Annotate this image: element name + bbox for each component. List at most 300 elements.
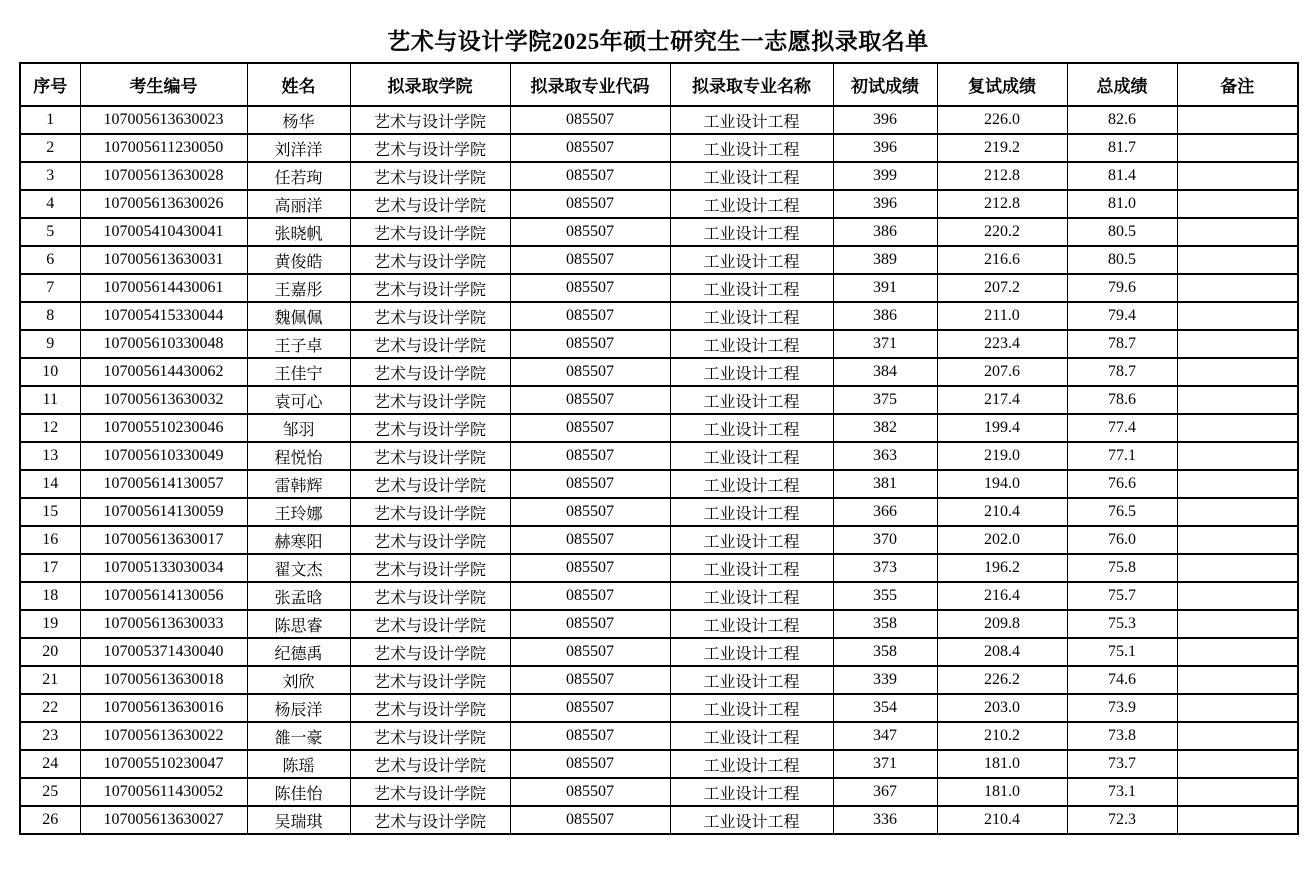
cell-major-name: 工业设计工程 — [670, 694, 833, 722]
table-row — [20, 470, 1298, 498]
cell-major-code: 085507 — [510, 638, 670, 666]
cell-college: 艺术与设计学院 — [350, 246, 510, 274]
cell-college: 艺术与设计学院 — [350, 106, 510, 134]
cell-candidate-id: 107005613630032 — [80, 386, 247, 414]
cell-total-score: 77.4 — [1067, 414, 1177, 442]
table-row — [20, 246, 1298, 274]
cell-major-name: 工业设计工程 — [670, 582, 833, 610]
header-college: 拟录取学院 — [350, 63, 510, 106]
table-row — [20, 106, 1298, 134]
cell-remark — [1177, 274, 1298, 302]
cell-remark — [1177, 694, 1298, 722]
cell-retest-score: 181.0 — [937, 750, 1067, 778]
cell-college: 艺术与设计学院 — [350, 582, 510, 610]
cell-total-score: 78.6 — [1067, 386, 1177, 414]
cell-remark — [1177, 470, 1298, 498]
cell-remark — [1177, 190, 1298, 218]
cell-index: 18 — [20, 582, 80, 610]
cell-major-name: 工业设计工程 — [670, 106, 833, 134]
table-row — [20, 722, 1298, 750]
cell-initial-score: 358 — [833, 610, 937, 638]
cell-major-name: 工业设计工程 — [670, 386, 833, 414]
cell-initial-score: 391 — [833, 274, 937, 302]
cell-name: 刘欣 — [247, 666, 350, 694]
cell-name: 邹羽 — [247, 414, 350, 442]
cell-name: 王子卓 — [247, 330, 350, 358]
cell-college: 艺术与设计学院 — [350, 722, 510, 750]
table-row — [20, 498, 1298, 526]
cell-index: 26 — [20, 806, 80, 834]
cell-college: 艺术与设计学院 — [350, 498, 510, 526]
cell-total-score: 76.5 — [1067, 498, 1177, 526]
table-row — [20, 190, 1298, 218]
cell-college: 艺术与设计学院 — [350, 666, 510, 694]
cell-retest-score: 219.2 — [937, 134, 1067, 162]
cell-total-score: 73.9 — [1067, 694, 1177, 722]
cell-major-code: 085507 — [510, 498, 670, 526]
cell-college: 艺术与设计学院 — [350, 414, 510, 442]
cell-remark — [1177, 386, 1298, 414]
cell-major-code: 085507 — [510, 582, 670, 610]
cell-major-code: 085507 — [510, 274, 670, 302]
cell-retest-score: 207.2 — [937, 274, 1067, 302]
cell-major-name: 工业设计工程 — [670, 554, 833, 582]
cell-college: 艺术与设计学院 — [350, 526, 510, 554]
cell-college: 艺术与设计学院 — [350, 302, 510, 330]
cell-college: 艺术与设计学院 — [350, 778, 510, 806]
cell-remark — [1177, 610, 1298, 638]
cell-total-score: 81.4 — [1067, 162, 1177, 190]
header-major-name: 拟录取专业名称 — [670, 63, 833, 106]
cell-college: 艺术与设计学院 — [350, 470, 510, 498]
cell-retest-score: 203.0 — [937, 694, 1067, 722]
cell-total-score: 78.7 — [1067, 358, 1177, 386]
cell-major-name: 工业设计工程 — [670, 274, 833, 302]
cell-initial-score: 354 — [833, 694, 937, 722]
cell-total-score: 73.7 — [1067, 750, 1177, 778]
cell-total-score: 80.5 — [1067, 218, 1177, 246]
cell-retest-score: 194.0 — [937, 470, 1067, 498]
cell-name: 纪德禹 — [247, 638, 350, 666]
cell-major-code: 085507 — [510, 162, 670, 190]
cell-retest-score: 199.4 — [937, 414, 1067, 442]
cell-index: 24 — [20, 750, 80, 778]
cell-college: 艺术与设计学院 — [350, 750, 510, 778]
cell-candidate-id: 107005610330048 — [80, 330, 247, 358]
cell-initial-score: 355 — [833, 582, 937, 610]
cell-initial-score: 358 — [833, 638, 937, 666]
cell-index: 10 — [20, 358, 80, 386]
cell-name: 张晓帆 — [247, 218, 350, 246]
cell-total-score: 80.5 — [1067, 246, 1177, 274]
cell-retest-score: 226.2 — [937, 666, 1067, 694]
cell-candidate-id: 107005133030034 — [80, 554, 247, 582]
cell-retest-score: 223.4 — [937, 330, 1067, 358]
cell-college: 艺术与设计学院 — [350, 806, 510, 834]
cell-major-name: 工业设计工程 — [670, 806, 833, 834]
cell-initial-score: 384 — [833, 358, 937, 386]
cell-candidate-id: 107005613630018 — [80, 666, 247, 694]
table-row — [20, 666, 1298, 694]
cell-major-name: 工业设计工程 — [670, 246, 833, 274]
cell-major-code: 085507 — [510, 722, 670, 750]
table-row — [20, 442, 1298, 470]
cell-college: 艺术与设计学院 — [350, 330, 510, 358]
cell-major-code: 085507 — [510, 750, 670, 778]
cell-candidate-id: 107005610330049 — [80, 442, 247, 470]
cell-name: 赫寒阳 — [247, 526, 350, 554]
cell-candidate-id: 107005614430061 — [80, 274, 247, 302]
cell-name: 陈思睿 — [247, 610, 350, 638]
cell-major-code: 085507 — [510, 610, 670, 638]
cell-initial-score: 339 — [833, 666, 937, 694]
table-row — [20, 302, 1298, 330]
cell-initial-score: 375 — [833, 386, 937, 414]
table-row — [20, 218, 1298, 246]
cell-candidate-id: 107005611430052 — [80, 778, 247, 806]
cell-total-score: 75.3 — [1067, 610, 1177, 638]
cell-name: 杨辰洋 — [247, 694, 350, 722]
cell-major-code: 085507 — [510, 218, 670, 246]
cell-candidate-id: 107005614130059 — [80, 498, 247, 526]
cell-major-code: 085507 — [510, 414, 670, 442]
cell-retest-score: 217.4 — [937, 386, 1067, 414]
header-initial-score: 初试成绩 — [833, 63, 937, 106]
cell-college: 艺术与设计学院 — [350, 386, 510, 414]
cell-candidate-id: 107005613630017 — [80, 526, 247, 554]
table-row — [20, 638, 1298, 666]
cell-major-name: 工业设计工程 — [670, 190, 833, 218]
cell-initial-score: 389 — [833, 246, 937, 274]
cell-remark — [1177, 778, 1298, 806]
table-row — [20, 694, 1298, 722]
cell-name: 翟文杰 — [247, 554, 350, 582]
cell-name: 王佳宁 — [247, 358, 350, 386]
cell-total-score: 81.0 — [1067, 190, 1177, 218]
cell-college: 艺术与设计学院 — [350, 358, 510, 386]
cell-initial-score: 386 — [833, 302, 937, 330]
cell-candidate-id: 107005613630033 — [80, 610, 247, 638]
cell-major-code: 085507 — [510, 302, 670, 330]
cell-major-name: 工业设计工程 — [670, 750, 833, 778]
cell-name: 雒一豪 — [247, 722, 350, 750]
cell-name: 吴瑞琪 — [247, 806, 350, 834]
cell-major-name: 工业设计工程 — [670, 302, 833, 330]
cell-initial-score: 363 — [833, 442, 937, 470]
cell-total-score: 75.7 — [1067, 582, 1177, 610]
cell-total-score: 79.6 — [1067, 274, 1177, 302]
page-title: 艺术与设计学院2025年硕士研究生一志愿拟录取名单 — [387, 29, 929, 54]
cell-name: 王嘉彤 — [247, 274, 350, 302]
header-total-score: 总成绩 — [1067, 63, 1177, 106]
cell-total-score: 82.6 — [1067, 106, 1177, 134]
cell-candidate-id: 107005415330044 — [80, 302, 247, 330]
cell-major-code: 085507 — [510, 330, 670, 358]
cell-major-code: 085507 — [510, 190, 670, 218]
cell-index: 11 — [20, 386, 80, 414]
cell-initial-score: 366 — [833, 498, 937, 526]
cell-name: 程悦怡 — [247, 442, 350, 470]
cell-college: 艺术与设计学院 — [350, 134, 510, 162]
cell-major-name: 工业设计工程 — [670, 358, 833, 386]
cell-name: 黄俊皓 — [247, 246, 350, 274]
table-row — [20, 526, 1298, 554]
cell-major-name: 工业设计工程 — [670, 414, 833, 442]
cell-name: 袁可心 — [247, 386, 350, 414]
cell-major-name: 工业设计工程 — [670, 666, 833, 694]
cell-major-code: 085507 — [510, 246, 670, 274]
cell-remark — [1177, 526, 1298, 554]
cell-major-code: 085507 — [510, 666, 670, 694]
cell-index: 9 — [20, 330, 80, 358]
cell-initial-score: 382 — [833, 414, 937, 442]
cell-retest-score: 216.6 — [937, 246, 1067, 274]
cell-candidate-id: 107005510230046 — [80, 414, 247, 442]
cell-candidate-id: 107005613630031 — [80, 246, 247, 274]
cell-name: 杨华 — [247, 106, 350, 134]
header-major-code: 拟录取专业代码 — [510, 63, 670, 106]
cell-major-name: 工业设计工程 — [670, 722, 833, 750]
cell-remark — [1177, 806, 1298, 834]
cell-retest-score: 220.2 — [937, 218, 1067, 246]
cell-college: 艺术与设计学院 — [350, 190, 510, 218]
table-body — [20, 106, 1298, 834]
table-row — [20, 358, 1298, 386]
cell-initial-score: 347 — [833, 722, 937, 750]
table-row — [20, 610, 1298, 638]
cell-candidate-id: 107005410430041 — [80, 218, 247, 246]
cell-index: 1 — [20, 106, 80, 134]
table-row — [20, 582, 1298, 610]
cell-remark — [1177, 414, 1298, 442]
cell-candidate-id: 107005510230047 — [80, 750, 247, 778]
cell-major-name: 工业设计工程 — [670, 498, 833, 526]
table-row — [20, 806, 1298, 834]
cell-total-score: 81.7 — [1067, 134, 1177, 162]
cell-remark — [1177, 750, 1298, 778]
header-index: 序号 — [20, 63, 80, 106]
cell-major-name: 工业设计工程 — [670, 610, 833, 638]
cell-major-name: 工业设计工程 — [670, 526, 833, 554]
cell-college: 艺术与设计学院 — [350, 554, 510, 582]
cell-retest-score: 202.0 — [937, 526, 1067, 554]
header-name: 姓名 — [247, 63, 350, 106]
cell-retest-score: 216.4 — [937, 582, 1067, 610]
header-candidate-id: 考生编号 — [80, 63, 247, 106]
cell-initial-score: 381 — [833, 470, 937, 498]
cell-college: 艺术与设计学院 — [350, 442, 510, 470]
cell-name: 王玲娜 — [247, 498, 350, 526]
header-remark: 备注 — [1177, 63, 1298, 106]
cell-retest-score: 211.0 — [937, 302, 1067, 330]
cell-initial-score: 386 — [833, 218, 937, 246]
cell-retest-score: 210.4 — [937, 806, 1067, 834]
cell-major-code: 085507 — [510, 106, 670, 134]
cell-index: 22 — [20, 694, 80, 722]
cell-retest-score: 207.6 — [937, 358, 1067, 386]
cell-name: 张孟晗 — [247, 582, 350, 610]
cell-major-code: 085507 — [510, 694, 670, 722]
cell-initial-score: 396 — [833, 190, 937, 218]
cell-candidate-id: 107005613630027 — [80, 806, 247, 834]
cell-major-code: 085507 — [510, 386, 670, 414]
cell-initial-score: 336 — [833, 806, 937, 834]
cell-remark — [1177, 442, 1298, 470]
cell-remark — [1177, 498, 1298, 526]
cell-total-score: 74.6 — [1067, 666, 1177, 694]
cell-total-score: 72.3 — [1067, 806, 1177, 834]
cell-major-name: 工业设计工程 — [670, 218, 833, 246]
table-row — [20, 750, 1298, 778]
cell-index: 2 — [20, 134, 80, 162]
cell-college: 艺术与设计学院 — [350, 610, 510, 638]
cell-retest-score: 208.4 — [937, 638, 1067, 666]
cell-major-name: 工业设计工程 — [670, 778, 833, 806]
cell-index: 23 — [20, 722, 80, 750]
cell-name: 魏佩佩 — [247, 302, 350, 330]
cell-initial-score: 371 — [833, 750, 937, 778]
cell-retest-score: 210.2 — [937, 722, 1067, 750]
cell-remark — [1177, 218, 1298, 246]
table-header-row — [20, 63, 1298, 106]
cell-remark — [1177, 638, 1298, 666]
cell-total-score: 76.6 — [1067, 470, 1177, 498]
cell-total-score: 73.1 — [1067, 778, 1177, 806]
cell-college: 艺术与设计学院 — [350, 694, 510, 722]
cell-remark — [1177, 330, 1298, 358]
cell-major-name: 工业设计工程 — [670, 330, 833, 358]
table-row — [20, 414, 1298, 442]
cell-name: 陈佳怡 — [247, 778, 350, 806]
cell-total-score: 76.0 — [1067, 526, 1177, 554]
cell-index: 19 — [20, 610, 80, 638]
cell-retest-score: 219.0 — [937, 442, 1067, 470]
cell-major-name: 工业设计工程 — [670, 162, 833, 190]
cell-total-score: 75.8 — [1067, 554, 1177, 582]
cell-name: 雷韩辉 — [247, 470, 350, 498]
cell-candidate-id: 107005614130057 — [80, 470, 247, 498]
cell-college: 艺术与设计学院 — [350, 638, 510, 666]
admission-table — [19, 62, 1299, 835]
cell-total-score: 77.1 — [1067, 442, 1177, 470]
cell-major-name: 工业设计工程 — [670, 470, 833, 498]
cell-candidate-id: 107005613630023 — [80, 106, 247, 134]
cell-major-code: 085507 — [510, 526, 670, 554]
cell-index: 3 — [20, 162, 80, 190]
cell-candidate-id: 107005613630016 — [80, 694, 247, 722]
cell-retest-score: 209.8 — [937, 610, 1067, 638]
cell-initial-score: 370 — [833, 526, 937, 554]
cell-index: 25 — [20, 778, 80, 806]
cell-retest-score: 181.0 — [937, 778, 1067, 806]
cell-index: 12 — [20, 414, 80, 442]
table-row — [20, 134, 1298, 162]
cell-total-score: 78.7 — [1067, 330, 1177, 358]
cell-initial-score: 373 — [833, 554, 937, 582]
cell-candidate-id: 107005371430040 — [80, 638, 247, 666]
cell-name: 任若珣 — [247, 162, 350, 190]
cell-major-code: 085507 — [510, 806, 670, 834]
table-row — [20, 162, 1298, 190]
cell-retest-score: 226.0 — [937, 106, 1067, 134]
cell-retest-score: 196.2 — [937, 554, 1067, 582]
cell-index: 4 — [20, 190, 80, 218]
cell-index: 15 — [20, 498, 80, 526]
cell-index: 21 — [20, 666, 80, 694]
cell-major-code: 085507 — [510, 442, 670, 470]
cell-major-name: 工业设计工程 — [670, 442, 833, 470]
table-row — [20, 778, 1298, 806]
cell-retest-score: 212.8 — [937, 190, 1067, 218]
cell-total-score: 79.4 — [1067, 302, 1177, 330]
cell-remark — [1177, 246, 1298, 274]
cell-remark — [1177, 358, 1298, 386]
cell-major-code: 085507 — [510, 134, 670, 162]
cell-remark — [1177, 582, 1298, 610]
cell-college: 艺术与设计学院 — [350, 218, 510, 246]
cell-index: 14 — [20, 470, 80, 498]
table-row — [20, 386, 1298, 414]
cell-remark — [1177, 106, 1298, 134]
header-retest-score: 复试成绩 — [937, 63, 1067, 106]
cell-candidate-id: 107005613630028 — [80, 162, 247, 190]
cell-name: 高丽洋 — [247, 190, 350, 218]
cell-index: 17 — [20, 554, 80, 582]
cell-major-code: 085507 — [510, 778, 670, 806]
cell-candidate-id: 107005614130056 — [80, 582, 247, 610]
cell-index: 20 — [20, 638, 80, 666]
cell-name: 刘洋洋 — [247, 134, 350, 162]
cell-remark — [1177, 666, 1298, 694]
cell-index: 5 — [20, 218, 80, 246]
cell-remark — [1177, 134, 1298, 162]
cell-index: 6 — [20, 246, 80, 274]
cell-name: 陈瑶 — [247, 750, 350, 778]
cell-initial-score: 396 — [833, 106, 937, 134]
cell-major-code: 085507 — [510, 554, 670, 582]
cell-candidate-id: 107005613630026 — [80, 190, 247, 218]
cell-major-code: 085507 — [510, 470, 670, 498]
cell-initial-score: 371 — [833, 330, 937, 358]
cell-college: 艺术与设计学院 — [350, 162, 510, 190]
table-row — [20, 330, 1298, 358]
cell-college: 艺术与设计学院 — [350, 274, 510, 302]
cell-remark — [1177, 554, 1298, 582]
cell-initial-score: 367 — [833, 778, 937, 806]
table-row — [20, 554, 1298, 582]
cell-candidate-id: 107005614430062 — [80, 358, 247, 386]
cell-total-score: 73.8 — [1067, 722, 1177, 750]
cell-major-code: 085507 — [510, 358, 670, 386]
cell-remark — [1177, 302, 1298, 330]
cell-total-score: 75.1 — [1067, 638, 1177, 666]
cell-major-name: 工业设计工程 — [670, 134, 833, 162]
cell-remark — [1177, 162, 1298, 190]
cell-candidate-id: 107005611230050 — [80, 134, 247, 162]
table-row — [20, 274, 1298, 302]
cell-remark — [1177, 722, 1298, 750]
cell-candidate-id: 107005613630022 — [80, 722, 247, 750]
cell-retest-score: 212.8 — [937, 162, 1067, 190]
cell-index: 16 — [20, 526, 80, 554]
cell-index: 8 — [20, 302, 80, 330]
cell-initial-score: 399 — [833, 162, 937, 190]
cell-index: 7 — [20, 274, 80, 302]
cell-major-name: 工业设计工程 — [670, 638, 833, 666]
cell-index: 13 — [20, 442, 80, 470]
cell-initial-score: 396 — [833, 134, 937, 162]
cell-retest-score: 210.4 — [937, 498, 1067, 526]
